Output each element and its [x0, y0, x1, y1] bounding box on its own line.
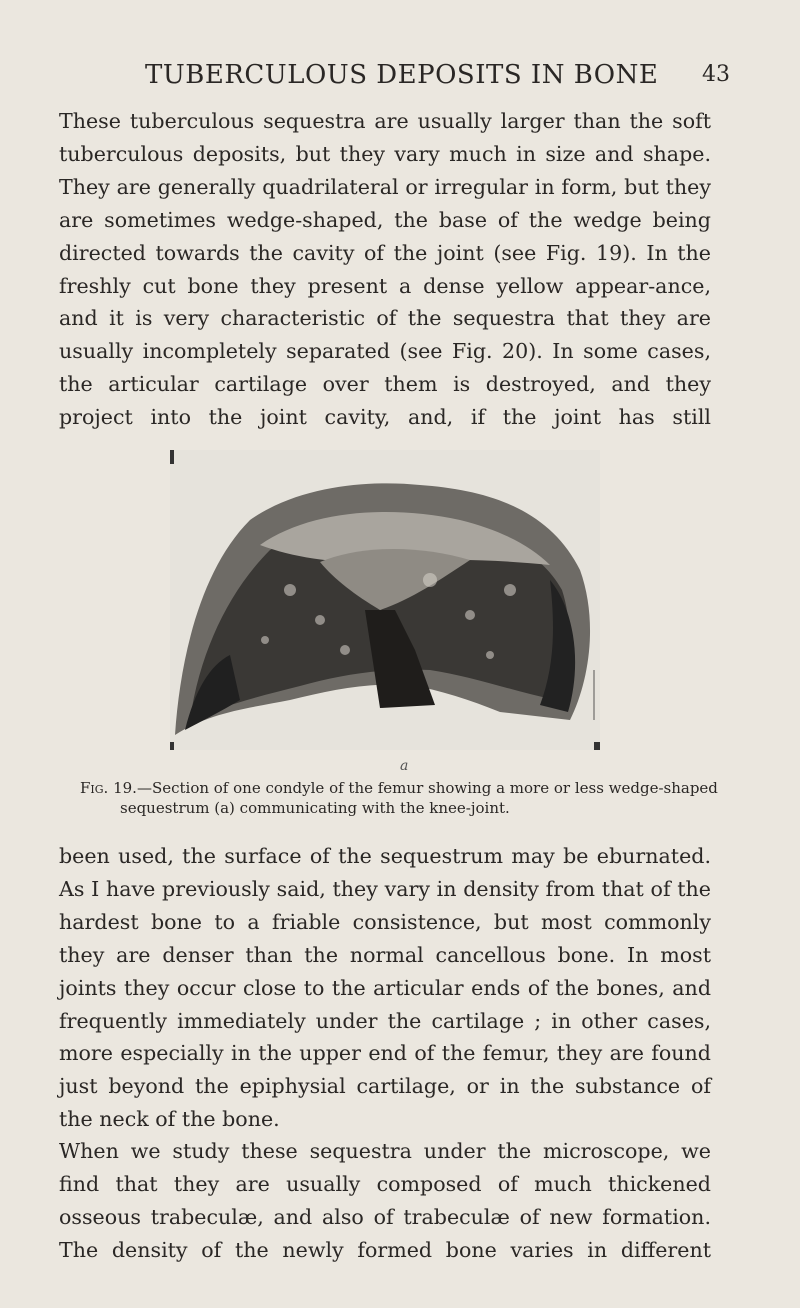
figure-caption: [80, 778, 770, 818]
page-number: 43: [702, 62, 730, 87]
paragraph-3: When we study these sequestra under the microscope, we find that they are usually composed of much thickened osseous trabeculæ, and also of trabeculæ of new formation. The density of the newly formed bone varies in different: [59, 1139, 711, 1262]
femur-section-figure: [170, 450, 600, 750]
figure-reference: Fig. 19.: [80, 779, 137, 797]
femur-section-illustration: [170, 450, 600, 750]
paragraph-1: These tuberculous sequestra are usually larger than the soft tuberculous deposits, but they vary much in size and shape. They are generally quadrilateral or irregular in form, but they are sometimes wedge-shaped, the base of the wedge being directed towards the cavity of the joint (see Fig. 19). In the freshly cut bone they present a dense yellow appear-ance, and it is very characteristic of the sequestra that they are usually incompletely separated (see Fig. 20). In some cases, the articular cartilage over them is destroyed, and they project into the joint cavity, and, if the joint has still: [59, 109, 711, 430]
figure-label-a: a: [400, 758, 409, 774]
paragraph-2: been used, the surface of the sequestrum may be eburnated. As I have previously said, they vary in density from that of the hardest bone to a friable consistence, but most commonly they are denser than the normal cancellous bone. In most joints they occur close to the articular ends of the bones, and frequently immediately under the cartilage ; in other cases, more especially in the upper end of the femur, they are found just beyond the epiphysial cartilage, or in the substance of the neck of the bone.: [59, 844, 711, 1132]
running-header: [145, 60, 730, 100]
figure-caption-text: —Section of one condyle of the femur showing a more or less wedge-shaped sequestrum (a) communicating with the knee-joint.: [120, 779, 718, 817]
running-title: TUBERCULOUS DEPOSITS IN BONE: [145, 60, 659, 90]
